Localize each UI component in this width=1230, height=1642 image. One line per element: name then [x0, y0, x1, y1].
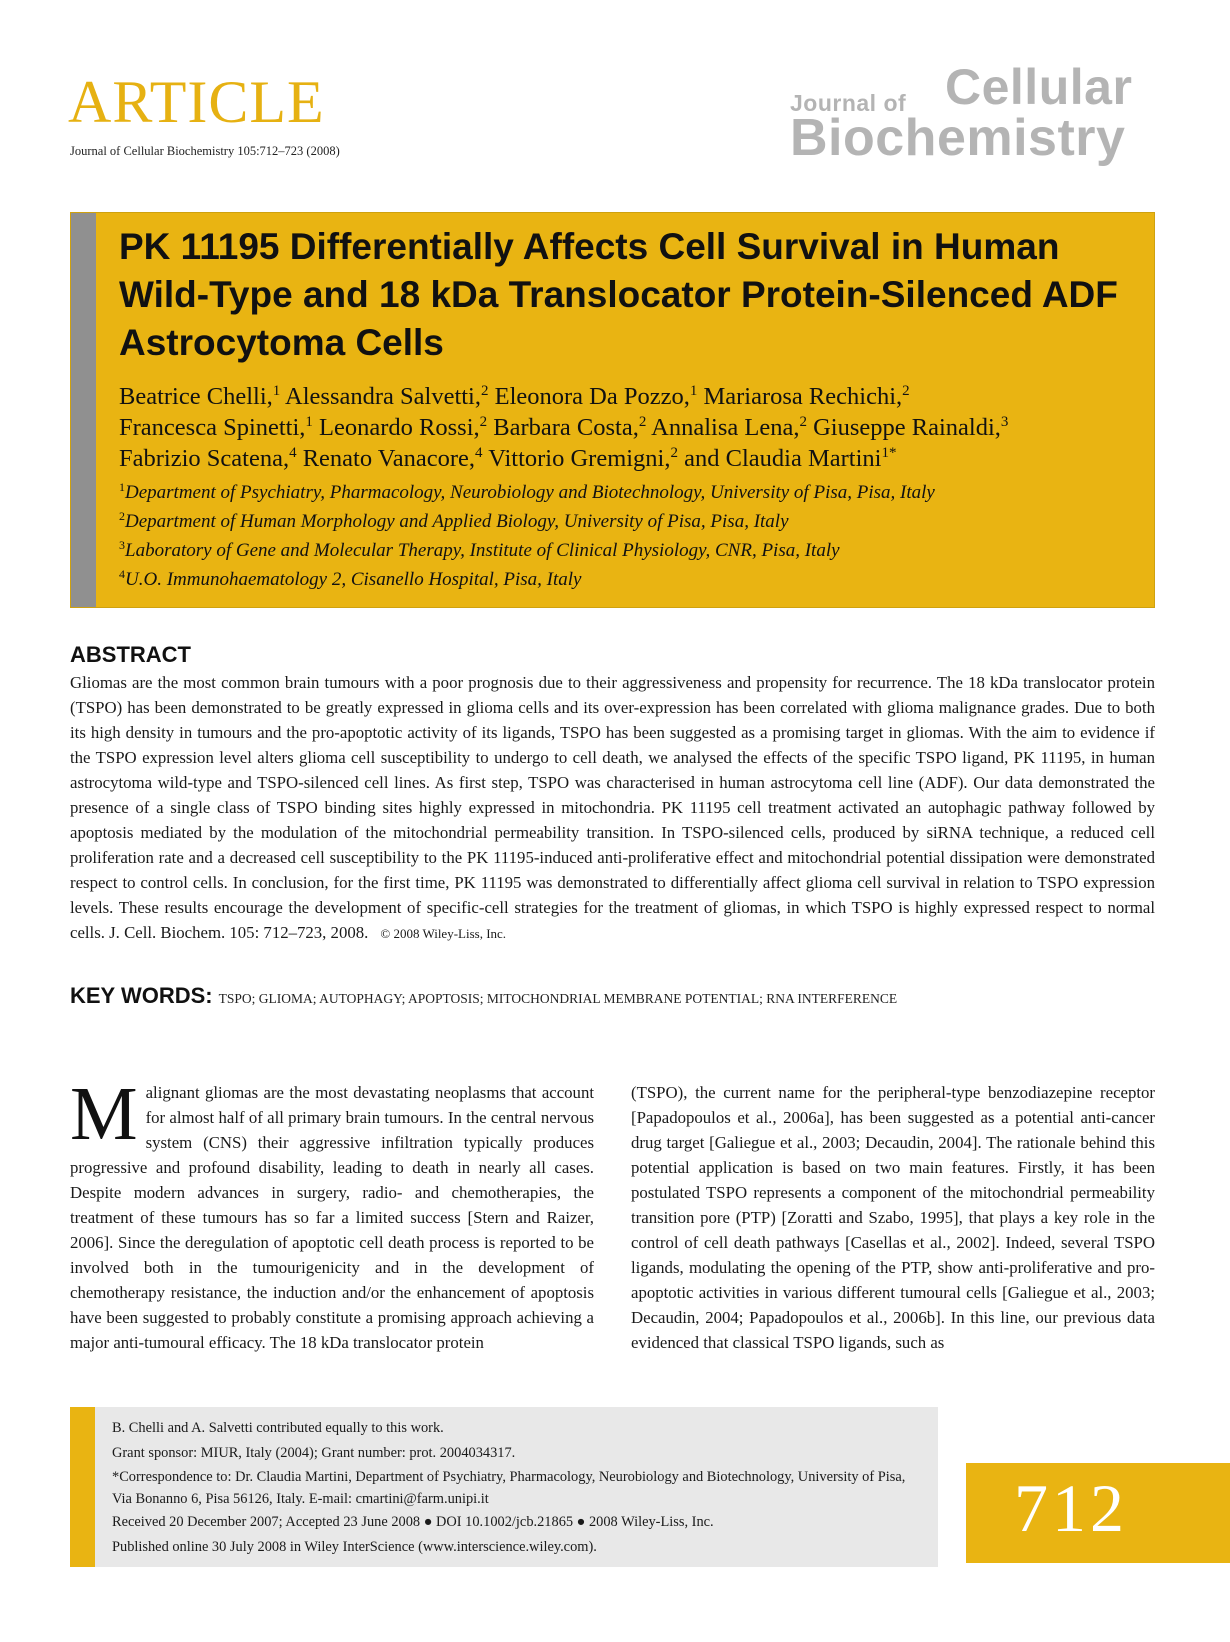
author: and Claudia Martini$^{1*}$	[684, 445, 897, 472]
keywords	[70, 983, 1155, 1009]
footnote-received: Received 20 December 2007; Accepted 23 June 2008 ● DOI 10.1002/jcb.21865 ● 2008 Wiley-Liss, Inc.	[112, 1514, 714, 1530]
affiliation-list	[119, 478, 1139, 594]
author: Annalisa Lena,$^2$	[651, 414, 807, 441]
author: Alessandra Salvetti,$^2$	[285, 383, 489, 410]
journal-logo-cellular: Cellular	[945, 59, 1133, 115]
author-list	[119, 381, 1149, 474]
article-label: ARTICLE	[68, 69, 325, 135]
footnote-contribution: B. Chelli and A. Salvetti contributed equally to this work.	[112, 1420, 444, 1436]
affiliation: $^2$Department of Human Morphology and Applied Biology, University of Pisa, Pisa, Italy	[119, 509, 789, 532]
author: Renato Vanacore,$^4$	[302, 445, 483, 472]
footnote-correspondence: *Correspondence to: Dr. Claudia Martini, Department of Psychiatry, Pharmacology, Neurobiology and Biotechnology, University of Pisa, Via Bonanno 6, Pisa 56126, Italy. E-mail: cmartini@farm.unipi.it	[112, 1469, 906, 1507]
author: Vittorio Gremigni,$^2$	[488, 445, 678, 472]
drop-cap: M	[70, 1072, 138, 1156]
affiliation: $^3$Laboratory of Gene and Molecular Therapy, Institute of Clinical Physiology, CNR, Pisa, Italy	[119, 538, 840, 561]
article-title: PK 11195 Differentially Affects Cell Survival in Human Wild-Type and 18 kDa Translocator Protein-Silenced ADF Astrocytoma Cells	[119, 226, 1118, 363]
author: Barbara Costa,$^2$	[493, 414, 647, 441]
affiliation: $^4$U.O. Immunohaematology 2, Cisanello Hospital, Pisa, Italy	[119, 567, 582, 590]
author: Eleonora Da Pozzo,$^1$	[494, 383, 698, 410]
title-block	[70, 212, 1155, 608]
footnote-grant: Grant sponsor: MIUR, Italy (2004); Grant number: prot. 2004034317.	[112, 1445, 516, 1461]
journal-citation: Journal of Cellular Biochemistry 105:712–723 (2008)	[70, 144, 340, 158]
title-side-bar	[71, 213, 96, 607]
author: Mariarosa Rechichi,$^2$	[703, 383, 910, 410]
author: Giuseppe Rainaldi,$^3$	[813, 414, 1009, 441]
footnote-published: Published online 30 July 2008 in Wiley InterScience (www.interscience.wiley.com).	[112, 1539, 597, 1555]
journal-logo-biochemistry: Biochemistry	[790, 109, 1126, 167]
journal-logo-journal-of: Journal of	[790, 90, 907, 116]
author: Francesca Spinetti,$^1$	[119, 414, 313, 441]
page-number: 712	[1014, 1470, 1128, 1546]
author: Beatrice Chelli,$^1$	[119, 383, 281, 410]
journal-logo	[790, 59, 1152, 172]
footnote-text	[112, 1416, 927, 1560]
author: Fabrizio Scatena,$^4$	[119, 445, 297, 472]
keywords-label: KEY WORDS:	[70, 983, 213, 1008]
abstract-heading: ABSTRACT	[70, 642, 191, 667]
copyright-notice: © 2008 Wiley-Liss, Inc.	[380, 926, 507, 941]
footnote-side-bar	[70, 1407, 95, 1567]
author: Leonardo Rossi,$^2$	[319, 414, 488, 441]
affiliation: $^1$Department of Psychiatry, Pharmacology, Neurobiology and Biotechnology, University of Pisa, Pisa, Italy	[119, 480, 935, 503]
footnote-box	[70, 1407, 938, 1567]
body-column-left: Malignant gliomas are the most devastating neoplasms that account for almost half of all primary brain tumours. In the central nervous system (CNS) their aggressive infiltration typically produces progressive and profound disability, leading to death in nearly all cases. Despite modern advances in surgery, radio- and chemotherapies, the treatment of these tumours has so far a limited success [Stern and Raizer, 2006]. Since the deregulation of apoptotic cell death process is reported to be involved both in the tumourigenicity and in the development of chemotherapy resistance, the induction and/or the enhancement of apoptosis have been suggested to probably constitute a promising approach achieving a major anti-tumoural efficacy. The 18 kDa translocator protein	[70, 1072, 594, 1352]
abstract-body: Gliomas are the most common brain tumours with a poor prognosis due to their aggressiveness and propensity for recurrence. The 18 kDa translocator protein (TSPO) has been demonstrated to be greatly expressed in glioma cells and its over-expression has been correlated with glioma malignance grades. Due to both its high density in tumours and the pro-apoptotic activity of its ligands, TSPO has been suggested as a promising target in gliomas. With the aim to evidence if the TSPO expression level alters glioma cell susceptibility to undergo to cell death, we analysed the effects of the specific TSPO ligand, PK 11195, in human astrocytoma wild-type and TSPO-silenced cell lines. As first step, TSPO was characterised in human astrocytoma cell line (ADF). Our data demonstrated the presence of a single class of TSPO binding sites highly expressed in mitochondria. PK 11195 cell treatment activated an autophagic pathway followed by apoptosis mediated by the modulation of the mitochondrial permeability transition. In TSPO-silenced cells, produced by siRNA technique, a reduced cell proliferation rate and a decreased cell susceptibility to the PK 11195-induced anti-proliferative effect and mitochondrial potential dissipation were demonstrated respect to control cells. In conclusion, for the first time, PK 11195 was demonstrated to differentially affect glioma cell survival in relation to TSPO expression levels. These results encourage the development of specific-cell strategies for the treatment of gliomas, in which TSPO is highly expressed respect to normal cells. J. Cell. Biochem. 105: 712–723, 2008. © 2008 Wiley-Liss, Inc.	[70, 673, 1155, 942]
body-column-right: (TSPO), the current name for the peripheral-type benzodiazepine receptor [Papadopoulos et al., 2006a], has been suggested as a potential anti-cancer drug target [Galiegue et al., 2003; Decaudin, 2004]. The rationale behind this potential application is based on two main features. Firstly, it has been postulated TSPO represents a component of the mitochondrial permeability transition pore (PTP) [Zoratti and Szabo, 1995], that plays a key role in the control of cell death pathways [Casellas et al., 2002]. Indeed, several TSPO ligands, modulating the opening of the PTP, show anti-proliferative and pro-apoptotic activities in various different tumoural cells [Galiegue et al., 2003; Decaudin, 2004; Papadopoulos et al., 2006b]. In this line, our previous data evidenced that classical TSPO ligands, such as	[631, 1083, 1155, 1352]
keywords-list: TSPO; GLIOMA; AUTOPHAGY; APOPTOSIS; MITOCHONDRIAL MEMBRANE POTENTIAL; RNA INTERFERENCE	[218, 991, 898, 1006]
page-number-box	[966, 1463, 1230, 1563]
